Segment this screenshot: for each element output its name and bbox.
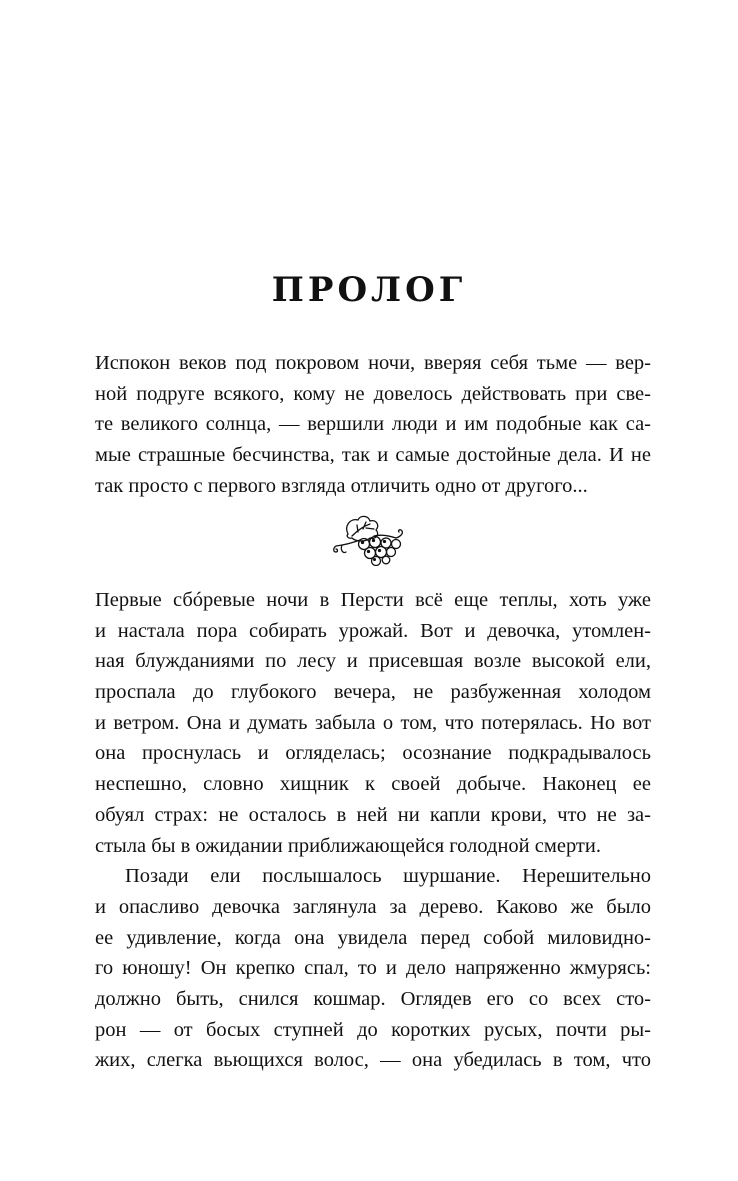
- text-line: и настала пора собирать урожай. Вот и девочка, утомлен-: [95, 619, 651, 642]
- text-line: должно быть, снился кошмар. Оглядев его со всех сто-: [95, 987, 651, 1010]
- epigraph-paragraph: [95, 348, 651, 501]
- text-line: мые страшные бесчинства, так и самые достойные дела. И не: [95, 444, 651, 467]
- text-line: жих, слегка вьющихся волос, — она убедилась в том, что: [95, 1049, 651, 1072]
- text-line: обуял страх: не осталось в ней ни капли крови, что не за-: [95, 803, 651, 826]
- text-line: ной подруге всякого, кому не довелось действовать при све-: [95, 382, 651, 405]
- text-line: Испокон веков под покровом ночи, вверяя себя тьме — вер-: [95, 352, 651, 374]
- text-line: ее удивление, когда она увидела перед собой миловидно-: [95, 926, 651, 949]
- chapter-title: ПРОЛОГ: [271, 270, 467, 310]
- text-line: так просто с первого взгляда отличить одно от другого...: [95, 474, 588, 497]
- text-line: те великого солнца, — вершили люди и им подобные как са-: [95, 413, 651, 436]
- text-line: Позади ели послышалось шуршание. Нерешительно: [125, 865, 651, 888]
- text-line: го юношу! Он крепко спал, то и дело напряженно жмурясь:: [95, 957, 651, 980]
- text-line: и ветром. Она и думать забыла о том, что потерялась. Но вот: [95, 711, 651, 734]
- text-line: Первые сбóревые ночи в Персти всё еще теплы, хоть уже: [95, 589, 651, 611]
- text-line: ная блужданиями по лесу и присевшая возле высокой ели,: [95, 650, 651, 673]
- text-line: она проснулась и огляделась; осознание подкрадывалось: [95, 742, 651, 765]
- text-line: и опасливо девочка заглянула за дерево. Каково же было: [95, 895, 651, 918]
- text-line: рон — от босых ступней до коротких русых, почти ры-: [95, 1018, 651, 1041]
- text-line: проспала до глубокого вечера, не разбуженная холодом: [95, 681, 651, 704]
- grape-vine-ornament-icon: [330, 512, 412, 566]
- text-line: стыла бы в ожидании приближающейся голодной смерти.: [95, 834, 601, 857]
- text-line: неспешно, словно хищник к своей добыче. Наконец ее: [95, 773, 651, 796]
- story-text: [95, 585, 651, 1076]
